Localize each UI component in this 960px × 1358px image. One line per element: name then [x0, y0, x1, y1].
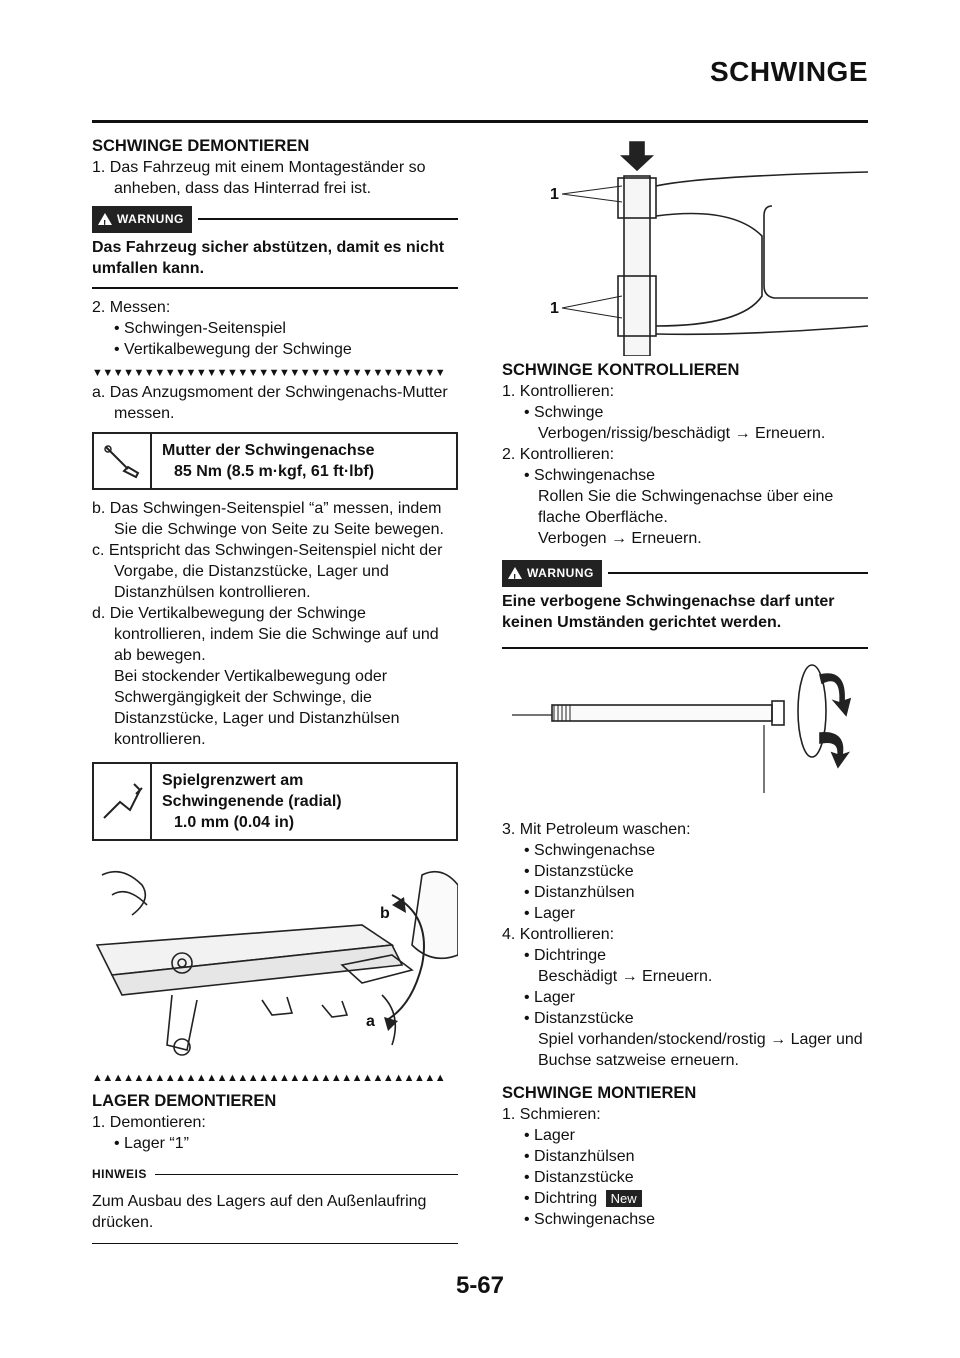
- check-step-4-bullet-2: • Lager: [524, 989, 575, 1006]
- check-step-4-bullet-3: • Distanzstücke: [524, 1010, 634, 1027]
- limit-gauge-icon: [94, 764, 152, 839]
- axle-figure: [502, 663, 868, 813]
- check-step-4-note-3: Spiel vorhanden/stockend/rostig → Lager und Buchse satzweise erneuern.: [538, 1031, 863, 1069]
- spec-torque-label: Mutter der Schwingenachse: [162, 442, 375, 459]
- warning-label: WARNUNG: [117, 211, 184, 226]
- warning-icon: [98, 213, 112, 225]
- step-d-note: Bei stockender Vertikalbewegung oder Schwergängigkeit der Schwinge, die Distanzstücke, Lager und Distanzhülsen kontrollieren.: [114, 668, 400, 748]
- step-d: d. Die Vertikalbewegung der Schwinge kontrollieren, indem Sie die Schwinge auf und ab bewegen.: [92, 605, 439, 664]
- warning-header: [92, 207, 458, 231]
- spec-limit-value: 1.0 mm (0.04 in): [174, 814, 295, 831]
- check-step-2: 2. Kontrollieren:: [502, 446, 615, 463]
- warning-badge-2: [502, 560, 602, 587]
- check-step-4: 4. Kontrollieren:: [502, 926, 615, 943]
- bearing-label-bottom: 1: [550, 300, 559, 317]
- wash-step-3: 3. Mit Petroleum waschen:: [502, 821, 691, 838]
- wash-bullet-4: • Lager: [524, 905, 575, 922]
- header-rule: [92, 120, 868, 123]
- warning-text: Das Fahrzeug sicher abstützen, damit es nicht umfallen kann.: [92, 237, 458, 289]
- step-c: c. Entspricht das Schwingen-Seitenspiel nicht der Vorgabe, die Distanzstücke, Lager und Distanzhülsen kontrollieren.: [92, 542, 443, 601]
- warning-header-2: [502, 561, 868, 585]
- lube-bullet-2: • Distanzhülsen: [524, 1148, 635, 1165]
- lube-bullet-5: • Schwingenachse: [524, 1211, 656, 1228]
- step-2-bullet-2: • Vertikalbewegung der Schwinge: [114, 341, 352, 358]
- section-title-montieren: SCHWINGE MONTIEREN: [502, 1084, 697, 1102]
- check-step-2-bullet: • Schwingenachse: [524, 467, 656, 484]
- swingarm-drawing: [92, 855, 458, 1065]
- step-b: b. Das Schwingen-Seitenspiel “a” messen, indem Sie die Schwinge von Seite zu Seite bewegen.: [92, 500, 444, 538]
- swingarm-play-figure: [92, 855, 458, 1065]
- right-column: [502, 136, 868, 1230]
- limit-spec-box: [92, 762, 458, 841]
- spec-torque-value: 85 Nm (8.5 m·kgf, 61 ft·lbf): [174, 463, 375, 480]
- wash-bullet-2: • Distanzstücke: [524, 863, 634, 880]
- bearing-figure: [502, 136, 868, 356]
- check-step-1-note: Verbogen/rissig/beschädigt → Erneuern.: [538, 425, 826, 442]
- left-column: [92, 136, 458, 1244]
- warning-label-2: WARNUNG: [527, 565, 594, 580]
- step-1: 1. Das Fahrzeug mit einem Montageständer so anheben, dass das Hinterrad frei ist.: [92, 159, 426, 197]
- triangle-marker-end-icon: ▲▲▲▲▲▲▲▲▲▲▲▲▲▲▲▲▲▲▲▲▲▲▲▲▲▲▲▲▲▲▲▲▲▲: [92, 1072, 446, 1084]
- torque-wrench-icon: [94, 434, 152, 488]
- step-2: 2. Messen:: [92, 299, 171, 316]
- check-step-4-note-1: Beschädigt → Erneuern.: [538, 968, 713, 985]
- bearing-drawing: [502, 136, 868, 356]
- page-number: 5-67: [455, 1272, 505, 1299]
- spec-limit-label-2: Schwingenende (radial): [162, 793, 342, 810]
- check-step-1: 1. Kontrollieren:: [502, 383, 615, 400]
- triangle-marker-start-icon: ▼▼▼▼▼▼▼▼▼▼▼▼▼▼▼▼▼▼▼▼▼▼▼▼▼▼▼▼▼▼▼▼▼▼: [92, 367, 446, 379]
- section-title-lager: LAGER DEMONTIEREN: [92, 1092, 277, 1110]
- wash-bullet-1: • Schwingenachse: [524, 842, 656, 859]
- lube-bullet-4: [502, 1188, 868, 1209]
- step-2-bullet-1: • Schwingen-Seitenspiel: [114, 320, 286, 337]
- wash-bullet-3: • Distanzhülsen: [524, 884, 635, 901]
- lager-bullet-1: • Lager “1”: [114, 1135, 189, 1152]
- axle-drawing: [502, 663, 868, 813]
- check-step-4-bullet-1: • Dichtringe: [524, 947, 607, 964]
- new-part-badge: New: [606, 1190, 642, 1207]
- figure-label-b: b: [380, 905, 390, 922]
- check-step-2-note-1: Rollen Sie die Schwingenachse über eine flache Oberfläche.: [538, 488, 834, 526]
- lube-bullet-3: • Distanzstücke: [524, 1169, 634, 1186]
- torque-spec-box: [92, 432, 458, 490]
- warning-icon-2: [508, 567, 522, 579]
- bearing-label-top: 1: [550, 186, 559, 203]
- check-step-2-note-2: Verbogen → Erneuern.: [538, 530, 702, 547]
- section-title-demontieren: SCHWINGE DEMONTIEREN: [92, 137, 310, 155]
- lube-step-1: 1. Schmieren:: [502, 1106, 601, 1123]
- spec-limit-label-1: Spielgrenzwert am: [162, 772, 304, 789]
- note-header: [92, 1164, 458, 1185]
- warning-badge: [92, 206, 192, 233]
- lube-bullet-1: • Lager: [524, 1127, 575, 1144]
- note-text: Zum Ausbau des Lagers auf den Außenlaufring drücken.: [92, 1191, 458, 1244]
- page-header-title: SCHWINGE: [710, 56, 868, 87]
- lager-step-1: 1. Demontieren:: [92, 1114, 206, 1131]
- warning-text-2: Eine verbogene Schwingenachse darf unter keinen Umständen gerichtet werden.: [502, 591, 868, 649]
- lube-bullet-4-text: • Dichtring: [524, 1190, 598, 1207]
- note-label: HINWEIS: [92, 1167, 147, 1181]
- figure-label-a: a: [366, 1013, 375, 1030]
- check-step-1-bullet: • Schwinge: [524, 404, 604, 421]
- section-title-kontrollieren: SCHWINGE KONTROLLIEREN: [502, 361, 740, 379]
- step-a: a. Das Anzugsmoment der Schwingenachs-Mutter messen.: [92, 384, 448, 422]
